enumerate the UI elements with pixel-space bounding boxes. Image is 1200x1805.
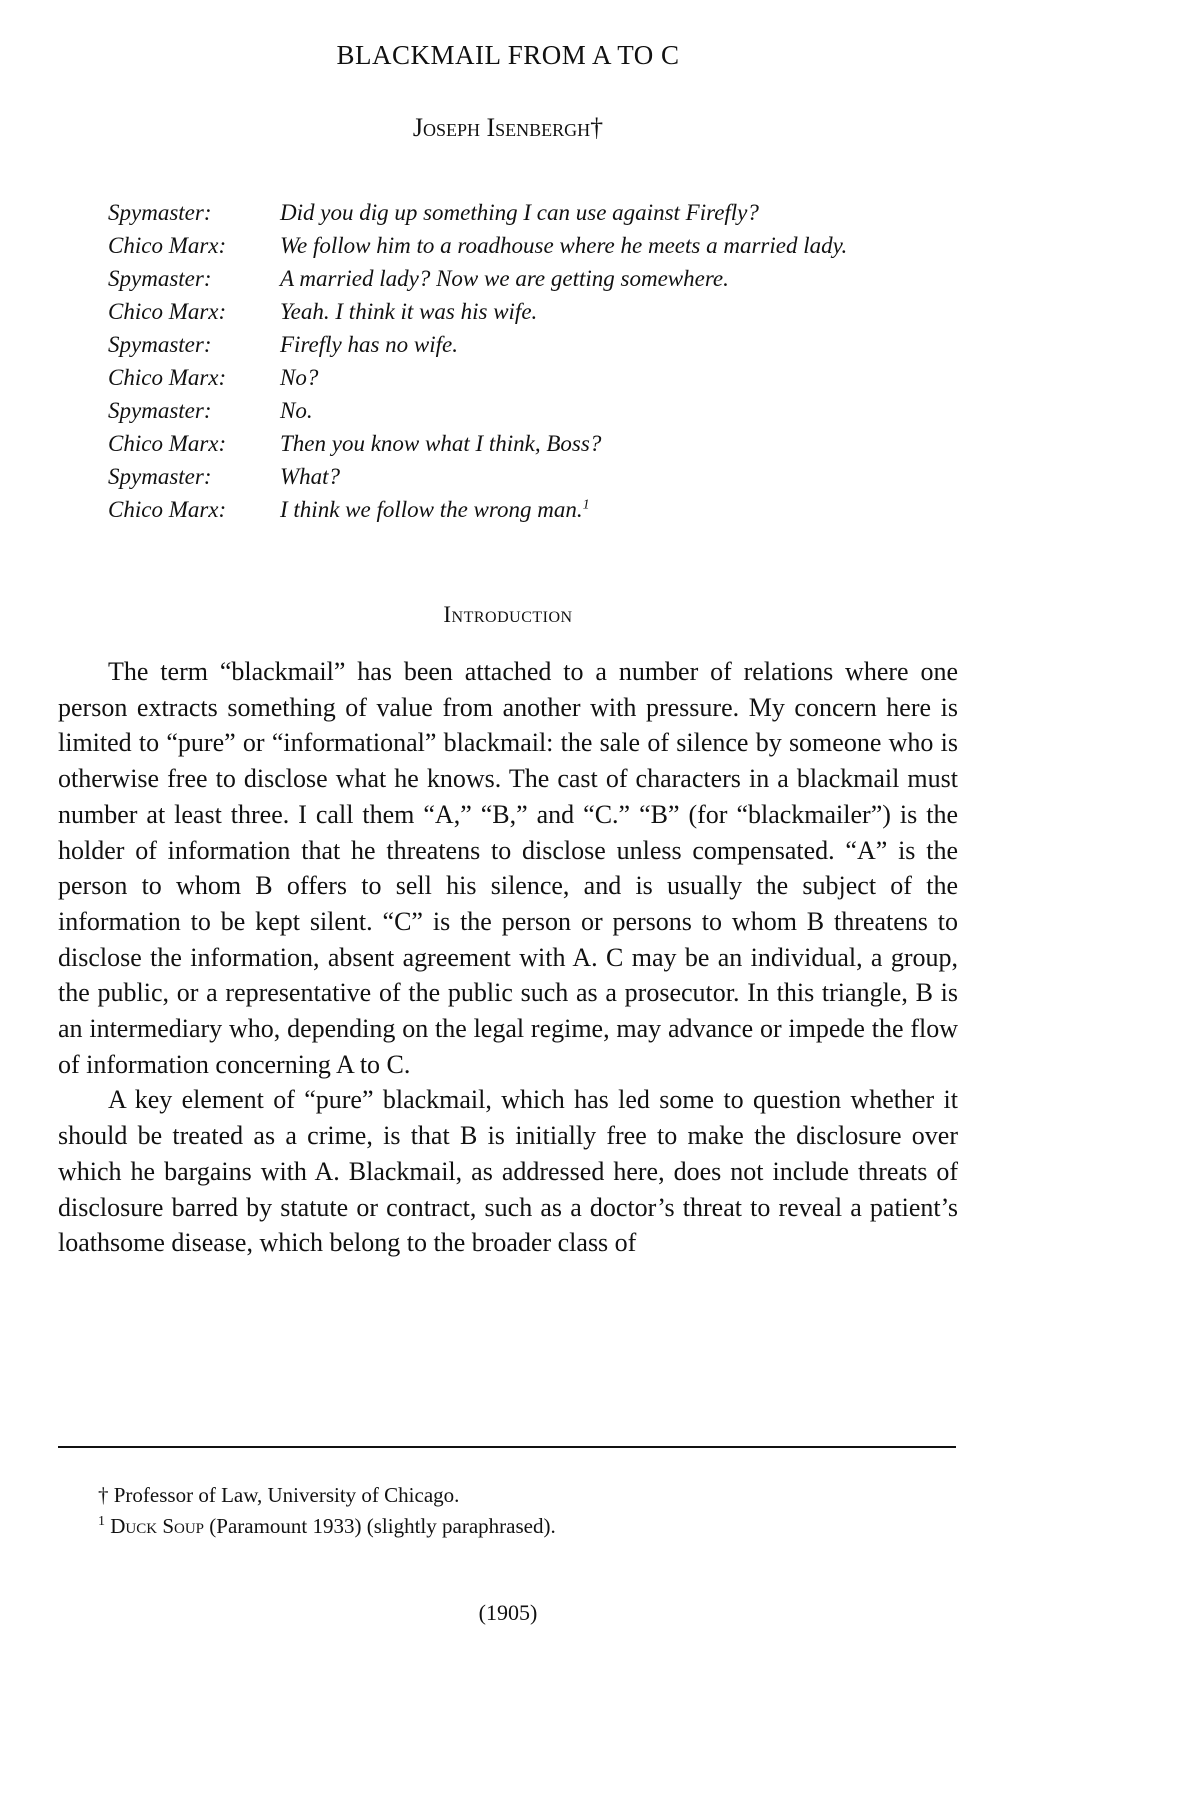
footnote-dagger-text: Professor of Law, University of Chicago. <box>113 1483 460 1507</box>
spoken-line: Firefly has no wife. <box>280 332 459 357</box>
spoken-line: Did you dig up something I can use against Firefly? <box>280 200 759 225</box>
speaker: Chico Marx: <box>108 431 227 456</box>
author-name: Joseph Isenbergh <box>412 113 591 142</box>
speaker: Chico Marx: <box>108 299 227 324</box>
spoken-line <box>280 493 928 526</box>
article-title: BLACKMAIL FROM A TO C <box>336 40 680 70</box>
speaker: Spymaster: <box>108 200 212 225</box>
page-number: (1905) <box>478 1600 538 1625</box>
spoken-line: No? <box>280 365 319 390</box>
dialogue-line <box>108 295 928 328</box>
speaker: Spymaster: <box>108 332 212 357</box>
dialogue-line <box>108 196 928 229</box>
footnote-divider <box>58 1446 956 1448</box>
speaker: Chico Marx: <box>108 365 227 390</box>
author-footnote-mark: † <box>590 113 604 142</box>
spoken-line: A married lady? Now we are getting somewhere. <box>280 266 729 291</box>
footnote-dagger <box>98 1480 958 1511</box>
footnote-ref-1: 1 <box>582 497 590 513</box>
dialogue-line <box>108 493 928 526</box>
footnote-dagger-mark: † <box>98 1483 109 1507</box>
speaker: Chico Marx: <box>108 233 227 258</box>
dialogue-line <box>108 229 928 262</box>
footnotes <box>98 1480 958 1542</box>
dialogue-line <box>108 262 928 295</box>
spoken-line: No. <box>280 398 313 423</box>
speaker: Spymaster: <box>108 398 212 423</box>
body-text <box>58 654 958 1261</box>
speaker: Chico Marx: <box>108 497 227 522</box>
footnote-1-title: Duck Soup <box>110 1514 205 1538</box>
footnote-1-text: (Paramount 1933) (slightly paraphrased). <box>209 1514 556 1538</box>
article-author <box>58 113 958 143</box>
speaker: Spymaster: <box>108 266 212 291</box>
speaker: Spymaster: <box>108 464 212 489</box>
spoken-line: We follow him to a roadhouse where he meets a married lady. <box>280 233 848 258</box>
spoken-line: Then you know what I think, Boss? <box>280 431 602 456</box>
dialogue-line <box>108 361 928 394</box>
spoken-line: What? <box>280 464 341 489</box>
dialogue-line <box>108 460 928 493</box>
footnote-1 <box>98 1511 958 1542</box>
section-heading: Introduction <box>443 602 573 627</box>
paragraph: A key element of “pure” blackmail, which has led some to question whether it should be treated as a crime, is that B is initially free to make the disclosure over which he bargains with A. Blackmail, as addressed here, does not include threats of disclosure barred by statute or contract, such as a doctor’s threat to reveal a patient’s loathsome disease, which belong to the broader class of <box>58 1085 958 1258</box>
paragraph: The term “blackmail” has been attached to a number of relations where one person extracts something of value from another with pressure. My concern here is limited to “pure” or “informational” blackmail: the sale of silence by someone who is otherwise free to disclose what he knows. The cast of characters in a blackmail must number at least three. I call them “A,” “B,” and “C.” “B” (for “blackmailer”) is the holder of information that he threatens to disclose unless compensated. “A” is the person to whom B offers to sell his silence, and is usually the subject of the information to be kept silent. “C” is the person or persons to whom B threatens to disclose the information, absent agreement with A. C may be an individual, a group, the public, or a representative of the public such as a prosecutor. In this triangle, B is an intermediary who, depending on the legal regime, may advance or impede the flow of information concerning A to C. <box>58 657 958 1079</box>
dialogue-line <box>108 427 928 460</box>
footnote-1-mark: 1 <box>98 1514 105 1529</box>
spoken-line: Yeah. I think it was his wife. <box>280 299 538 324</box>
epigraph-dialogue <box>108 196 928 526</box>
dialogue-line <box>108 328 928 361</box>
spoken-line-text: I think we follow the wrong man. <box>280 497 583 522</box>
dialogue-line <box>108 394 928 427</box>
